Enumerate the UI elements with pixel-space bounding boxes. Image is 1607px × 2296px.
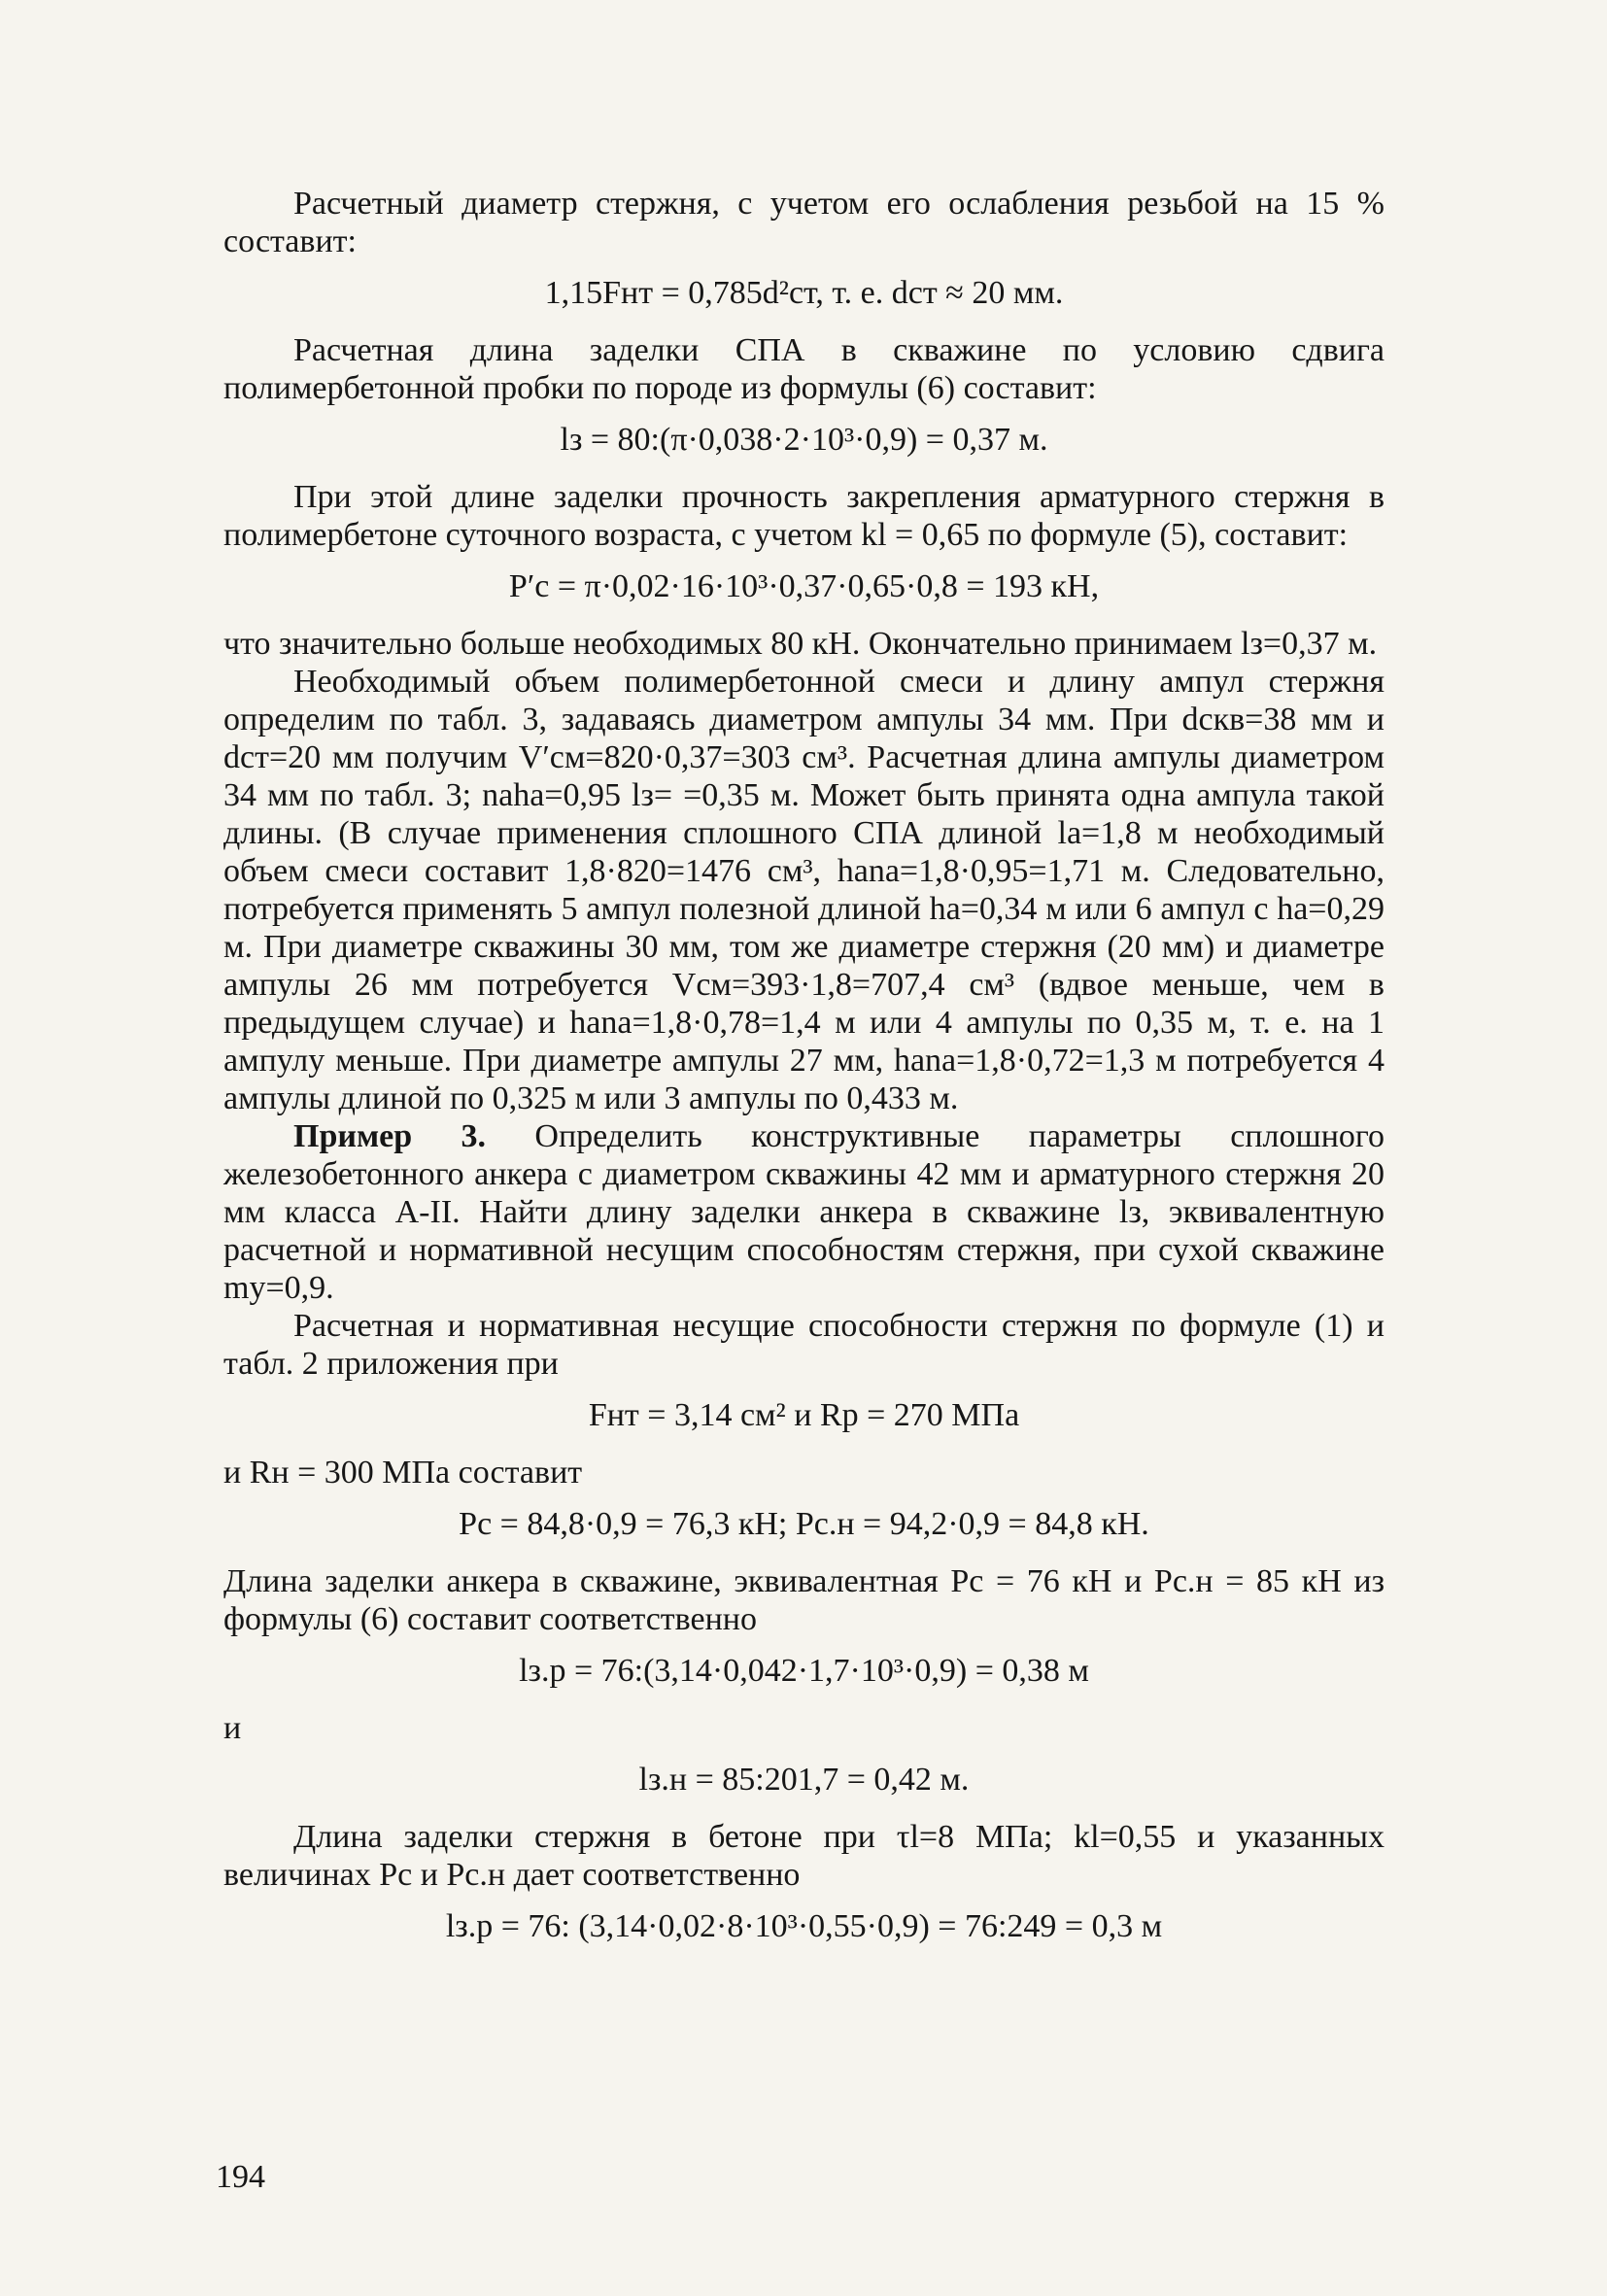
formula: lз.н = 85:201,7 = 0,42 м.: [638, 1762, 970, 1798]
formula: Pс = 84,8·0,9 = 76,3 кН; Pс.н = 94,2·0,9 = 84,8 кН.: [459, 1506, 1149, 1542]
paragraph: Длина заделки анкера в скважине, эквивалентная Pс = 76 кН и Pс.н = 85 кН из формулы (6) составит соответственно: [223, 1563, 1385, 1637]
formula: P′с = π·0,02·16·10³·0,37·0,65·0,8 = 193 кН,: [508, 568, 1100, 604]
formula: lз.р = 76: (3,14·0,02·8·10³·0,55·0,9) = 76:249 = 0,3 м: [445, 1908, 1163, 1944]
conjunction: и: [223, 1710, 242, 1746]
paragraph: Расчетная длина заделки СПА в скважине по условию сдвига полимербетонной пробки по породе из формулы (6) составит:: [223, 332, 1385, 406]
paragraph: и Rн = 300 МПа составит: [223, 1455, 583, 1491]
page-body: [223, 185, 1385, 1965]
formula: lз.р = 76:(3,14·0,042·1,7·10³·0,9) = 0,38 м: [519, 1653, 1089, 1689]
formula: Fнт = 3,14 см² и Rр = 270 МПа: [588, 1397, 1020, 1433]
example-text: Определить конструктивные параметры сплошного железобетонного анкера с диаметром скважины 42 мм и арматурного стержня 20 мм класса А-II. Найти длину заделки анкера в скважине lз, эквивалентную расчетной и нормативной несущим способностям стержня, при сухой скважине mу=0,9.: [223, 1118, 1385, 1306]
paragraph: Расчетная и нормативная несущие способности стержня по формуле (1) и табл. 2 приложения при: [223, 1308, 1385, 1382]
paragraph: что значительно больше необходимых 80 кН. Окончательно принимаем lз=0,37 м.: [223, 626, 1378, 662]
formula: lз = 80:(π·0,038·2·10³·0,9) = 0,37 м.: [560, 422, 1048, 458]
paragraph: Необходимый объем полимербетонной смеси и длину ампул стержня определим по табл. 3, задаваясь диаметром ампулы 34 мм. При dскв=38 мм и dст=20 мм получим V′см=820·0,37=303 см³. Расчетная длина ампулы диаметром 34 мм по табл. 3; nаhа=0,95 lз= =0,35 м. Может быть принята одна ампула такой длины. (В случае применения сплошного СПА длиной lа=1,8 м необходимый объем смеси составит 1,8·820=1476 см³, hаnа=1,8·0,95=1,71 м. Следовательно, потребуется применять 5 ампул полезной длиной hа=0,34 м или 6 ампул с hа=0,29 м. При диаметре скважины 30 мм, том же диаметре стержня (20 мм) и диаметре ампулы 26 мм потребуется Vсм=393·1,8=707,4 см³ (вдвое меньше, чем в предыдущем случае) и hаnа=1,8·0,78=1,4 м или 4 ампулы по 0,35 м, т. е. на 1 ампулу меньше. При диаметре ампулы 27 мм, hаnа=1,8·0,72=1,3 м потребуется 4 ампулы длиной по 0,325 м или 3 ампулы по 0,433 м.: [223, 664, 1385, 1116]
example-label: Пример 3.: [293, 1118, 487, 1154]
paragraph: Расчетный диаметр стержня, с учетом его ослабления резьбой на 15 % составит:: [223, 186, 1385, 259]
example-paragraph: [223, 1117, 1385, 1307]
page-number: 194: [216, 2159, 265, 2195]
paragraph: При этой длине заделки прочность закрепления арматурного стержня в полимербетоне суточного возраста, с учетом kl = 0,65 по формуле (5), составит:: [223, 479, 1385, 553]
paragraph: Длина заделки стержня в бетоне при τl=8 МПа; kl=0,55 и указанных величинах Pс и Pс.н дает соответственно: [223, 1819, 1385, 1893]
formula: 1,15Fнт = 0,785d²ст, т. е. dст ≈ 20 мм.: [544, 275, 1064, 311]
